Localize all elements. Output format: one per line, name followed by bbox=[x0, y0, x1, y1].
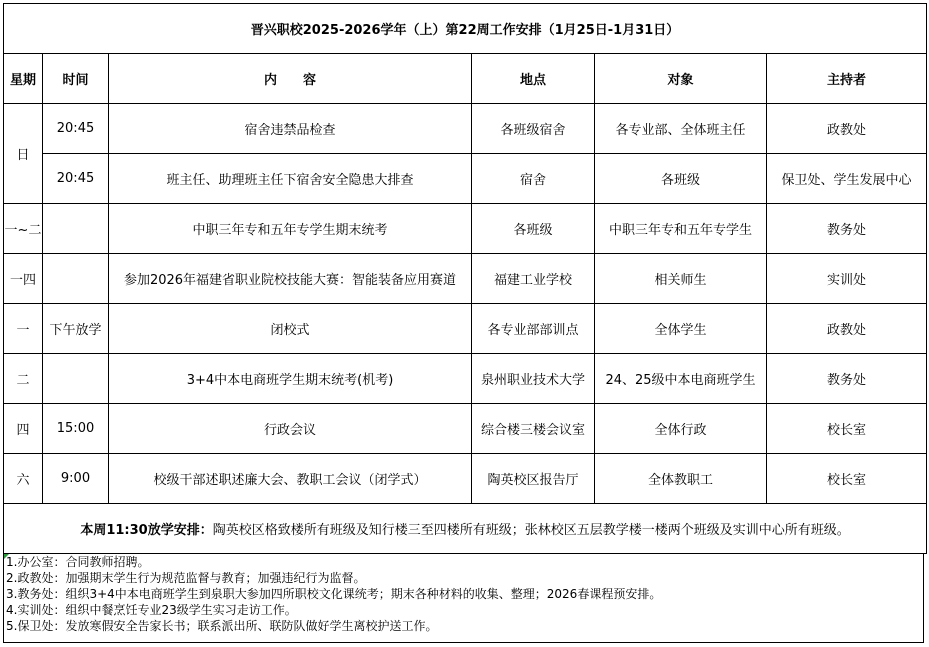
header-host: 主持者 bbox=[767, 54, 927, 104]
cell-host: 教务处 bbox=[767, 204, 927, 254]
dismissal-notice bbox=[4, 504, 927, 554]
note-item: 1.办公室：合同教师招聘。 bbox=[6, 555, 150, 569]
cell-target: 中职三年专和五年专学生 bbox=[595, 204, 767, 254]
cell-content: 中职三年专和五年专学生期末统考 bbox=[109, 204, 472, 254]
cell-target: 全体行政 bbox=[595, 404, 767, 454]
schedule-table bbox=[3, 3, 927, 554]
table-row bbox=[4, 104, 927, 154]
cell-day: 日 bbox=[4, 104, 43, 204]
table-row bbox=[4, 304, 927, 354]
cell-content: 宿舍违禁品检查 bbox=[109, 104, 472, 154]
table-row bbox=[4, 154, 927, 204]
note-item: 5.保卫处：发放寒假安全告家长书；联系派出所、联防队做好学生离校护送工作。 bbox=[6, 619, 438, 633]
cell-time: 15:00 bbox=[43, 404, 109, 454]
cell-place: 综合楼三楼会议室 bbox=[472, 404, 595, 454]
cell-target: 24、25级中本电商班学生 bbox=[595, 354, 767, 404]
cell-host: 政教处 bbox=[767, 104, 927, 154]
cell-place: 各班级宿舍 bbox=[472, 104, 595, 154]
cell-target: 全体教职工 bbox=[595, 454, 767, 504]
cell-day: 二 bbox=[4, 354, 43, 404]
cell-content: 行政会议 bbox=[109, 404, 472, 454]
note-item: 2.政教处：加强期末学生行为规范监督与教育；加强违纪行为监督。 bbox=[6, 571, 366, 585]
cell-content: 校级干部述职述廉大会、教职工会议（闭学式） bbox=[109, 454, 472, 504]
cell-time: 下午放学 bbox=[43, 304, 109, 354]
dismissal-notice-text: 陶英校区格致楼所有班级及知行楼三至四楼所有班级；张林校区五层教学楼一楼两个班级及实训中心所有班级。 bbox=[212, 523, 850, 538]
cell-host: 实训处 bbox=[767, 254, 927, 304]
cell-time: 20:45 bbox=[43, 104, 109, 154]
cell-target: 相关师生 bbox=[595, 254, 767, 304]
cell-place: 各班级 bbox=[472, 204, 595, 254]
cell-day: 一~二 bbox=[4, 204, 43, 254]
cell-place: 宿舍 bbox=[472, 154, 595, 204]
header-day: 星期 bbox=[4, 54, 43, 104]
cell-time: 9:00 bbox=[43, 454, 109, 504]
note-item: 3.教务处：组织3+4中本电商班学生到泉职大参加四所职校文化课统考；期末各种材料的收集、整理；2026春课程预安排。 bbox=[6, 587, 662, 601]
cell-place: 泉州职业技术大学 bbox=[472, 354, 595, 404]
cell-place: 各专业部部训点 bbox=[472, 304, 595, 354]
cell-content: 3+4中本电商班学生期末统考(机考) bbox=[109, 354, 472, 404]
header-place: 地点 bbox=[472, 54, 595, 104]
cell-time bbox=[43, 204, 109, 254]
header-row bbox=[4, 54, 927, 104]
cell-content: 参加2026年福建省职业院校技能大赛：智能装备应用赛道 bbox=[109, 254, 472, 304]
cell-time bbox=[43, 254, 109, 304]
header-target: 对象 bbox=[595, 54, 767, 104]
department-notes bbox=[3, 553, 924, 643]
note-item: 4.实训处：组织中餐烹饪专业23级学生实习走访工作。 bbox=[6, 603, 297, 617]
cell-content: 闭校式 bbox=[109, 304, 472, 354]
cell-day: 六 bbox=[4, 454, 43, 504]
cell-time: 20:45 bbox=[43, 154, 109, 204]
table-row bbox=[4, 204, 927, 254]
cell-host: 保卫处、学生发展中心 bbox=[767, 154, 927, 204]
cell-content: 班主任、助理班主任下宿舍安全隐患大排查 bbox=[109, 154, 472, 204]
cell-day: 一四 bbox=[4, 254, 43, 304]
cell-place: 福建工业学校 bbox=[472, 254, 595, 304]
cell-target: 全体学生 bbox=[595, 304, 767, 354]
cell-target: 各班级 bbox=[595, 154, 767, 204]
table-row bbox=[4, 354, 927, 404]
header-content: 内 容 bbox=[109, 54, 472, 104]
cell-host: 政教处 bbox=[767, 304, 927, 354]
comment-marker-icon bbox=[4, 554, 9, 559]
cell-host: 校长室 bbox=[767, 404, 927, 454]
cell-day: 四 bbox=[4, 404, 43, 454]
cell-host: 教务处 bbox=[767, 354, 927, 404]
dismissal-notice-label: 本周11:30放学安排： bbox=[80, 523, 213, 538]
cell-time bbox=[43, 354, 109, 404]
table-row bbox=[4, 404, 927, 454]
table-row bbox=[4, 254, 927, 304]
cell-target: 各专业部、全体班主任 bbox=[595, 104, 767, 154]
cell-host: 校长室 bbox=[767, 454, 927, 504]
cell-place: 陶英校区报告厅 bbox=[472, 454, 595, 504]
table-row bbox=[4, 454, 927, 504]
header-time: 时间 bbox=[43, 54, 109, 104]
cell-day: 一 bbox=[4, 304, 43, 354]
sheet-title: 晋兴职校2025-2026学年（上）第22周工作安排（1月25日-1月31日） bbox=[4, 4, 927, 54]
